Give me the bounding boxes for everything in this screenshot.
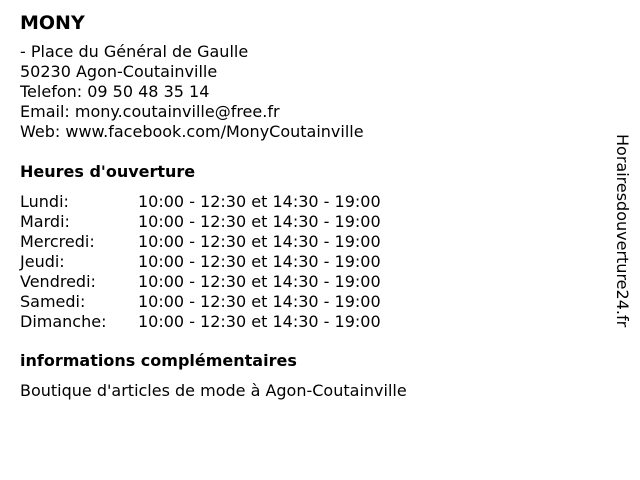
day-hours: 10:00 - 12:30 et 14:30 - 19:00	[138, 292, 381, 311]
hours-row-thursday	[20, 252, 381, 272]
site-watermark: Horairesdouverture24.fr	[613, 134, 632, 328]
hours-row-friday	[20, 272, 381, 292]
city-address: 50230 Agon-Coutainville	[20, 62, 218, 81]
day-hours: 10:00 - 12:30 et 14:30 - 19:00	[138, 272, 381, 291]
day-label: Mardi:	[20, 212, 70, 231]
hours-row-monday	[20, 192, 381, 212]
additional-info-heading: informations complémentaires	[20, 351, 297, 370]
day-hours: 10:00 - 12:30 et 14:30 - 19:00	[138, 192, 381, 211]
business-card	[20, 11, 600, 401]
website-address: Web: www.facebook.com/MonyCoutainville	[20, 122, 364, 141]
hours-row-saturday	[20, 292, 381, 312]
day-label: Jeudi:	[20, 252, 65, 271]
email-address: Email: mony.coutainville@free.fr	[20, 102, 280, 121]
day-label: Mercredi:	[20, 232, 95, 251]
opening-hours-table	[20, 192, 381, 332]
day-hours: 10:00 - 12:30 et 14:30 - 19:00	[138, 212, 381, 231]
hours-row-wednesday	[20, 232, 381, 252]
day-hours: 10:00 - 12:30 et 14:30 - 19:00	[138, 252, 381, 271]
day-hours: 10:00 - 12:30 et 14:30 - 19:00	[138, 312, 381, 331]
additional-info-text: Boutique d'articles de mode à Agon-Coutainville	[20, 381, 407, 400]
day-label: Lundi:	[20, 192, 69, 211]
street-address: - Place du Général de Gaulle	[20, 42, 249, 61]
hours-row-tuesday	[20, 212, 381, 232]
hours-row-sunday	[20, 312, 381, 332]
day-label: Samedi:	[20, 292, 86, 311]
day-hours: 10:00 - 12:30 et 14:30 - 19:00	[138, 232, 381, 251]
opening-hours-heading: Heures d'ouverture	[20, 162, 196, 181]
day-label: Dimanche:	[20, 312, 107, 331]
business-name: MONY	[20, 12, 85, 34]
phone-number: Telefon: 09 50 48 35 14	[20, 82, 210, 101]
day-label: Vendredi:	[20, 272, 96, 291]
